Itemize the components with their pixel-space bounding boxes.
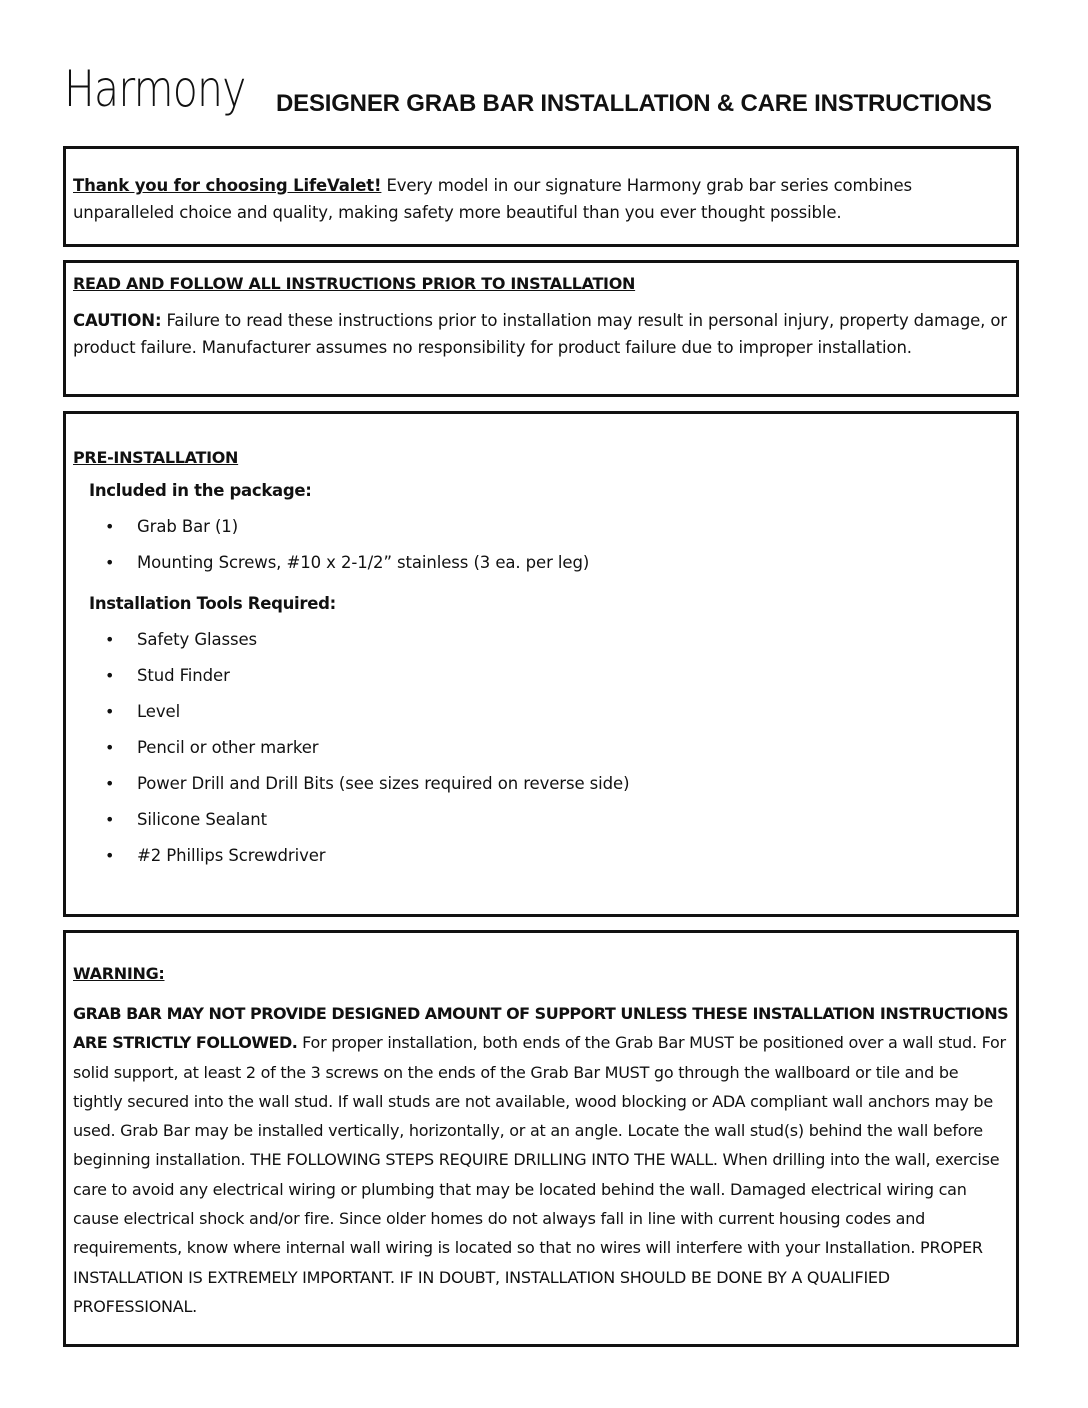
bullet-icon: • [105,553,115,572]
bullet-icon: • [105,702,115,721]
caution-text: Failure to read these instructions prior to installation may result in personal injury, property damage, or product failure. Manufacturer assumes no responsibility for product failure due to improper installation. [73,311,1007,357]
tools-heading: Installation Tools Required: [89,594,336,613]
warning-bold-text: GRAB BAR MAY NOT PROVIDE DESIGNED AMOUNT OF SUPPORT UNLESS THESE INSTALLATION INSTRUCTIONS ARE STRICTLY FOLLOWED. [73,1004,1009,1053]
read-instructions-heading: READ AND FOLLOW ALL INSTRUCTIONS PRIOR TO INSTALLATION [73,274,636,293]
list-item-text: Power Drill and Drill Bits (see sizes required on reverse side) [137,774,630,793]
warning-body-text: For proper installation, both ends of the Grab Bar MUST be positioned over a wall stud. For solid support, at least 2 of the 3 screws on the ends of the Grab Bar MUST go through the wallboard or tile and be tightly secured into the wall stud. If wall studs are not available, wood blocking or ADA compliant wall anchors may be used. Grab Bar may be installed vertically, horizontally, or at an angle. Locate the wall stud(s) behind the wall before beginning installation. THE FOLLOWING STEPS REQUIRE DRILLING INTO THE WALL. When drilling into the wall, exercise care to avoid any electrical wiring or plumbing that may be located behind the wall. Damaged electrical wiring can cause electrical shock and/or fire. Since older homes do not always fall in line with current housing codes and requirements, know where internal wall wiring is located so that no wires will interfere with your Installation. PROPER INSTALLATION IS EXTREMELY IMPORTANT. IF IN DOUBT, INSTALLATION SHOULD BE DONE BY A QUALIFIED PROFESSIONAL. [73,1033,1006,1316]
bullet-icon: • [105,846,115,865]
list-item-text: Pencil or other marker [137,738,319,757]
bullet-icon: • [105,774,115,793]
bullet-icon: • [105,738,115,757]
list-item-text: Mounting Screws, #10 x 2-1/2” stainless (3 ea. per leg) [137,553,590,572]
list-item [73,700,1009,724]
warning-paragraph [73,999,1009,1321]
list-item [73,808,1009,832]
document-title: DESIGNER GRAB BAR INSTALLATION & CARE INSTRUCTIONS [276,90,992,117]
warning-box [63,930,1019,1347]
intro-box [63,146,1019,247]
list-item-text: Stud Finder [137,666,230,685]
caution-label: CAUTION: [73,311,162,330]
list-item [73,551,1009,575]
list-item [73,736,1009,760]
read-instructions-box [63,260,1019,397]
included-heading: Included in the package: [89,481,312,500]
list-item-text: Level [137,702,181,721]
list-item [73,664,1009,688]
pre-installation-heading: PRE-INSTALLATION [73,448,239,467]
list-item-text: Silicone Sealant [137,810,268,829]
intro-paragraph [73,172,1009,226]
bullet-icon: • [105,517,115,536]
warning-heading: WARNING: [73,964,165,983]
list-item-text: Grab Bar (1) [137,517,239,536]
list-item [73,844,1009,868]
included-list [73,515,1009,575]
list-item [73,628,1009,652]
bullet-icon: • [105,810,115,829]
tools-list [73,628,1009,868]
pre-installation-box [63,411,1019,917]
bullet-icon: • [105,666,115,685]
intro-lead: Thank you for choosing LifeValet! [73,176,382,195]
list-item-text: Safety Glasses [137,630,258,649]
list-item [73,515,1009,539]
list-item-text: #2 Phillips Screwdriver [137,846,326,865]
intro-text: Every model in our signature Harmony grab bar series combines unparalleled choice and quality, making safety more beautiful than you ever thought possible. [73,176,912,222]
bullet-icon: • [105,630,115,649]
brand-logo: Harmony [64,60,246,118]
caution-paragraph [73,307,1009,361]
list-item [73,772,1009,796]
